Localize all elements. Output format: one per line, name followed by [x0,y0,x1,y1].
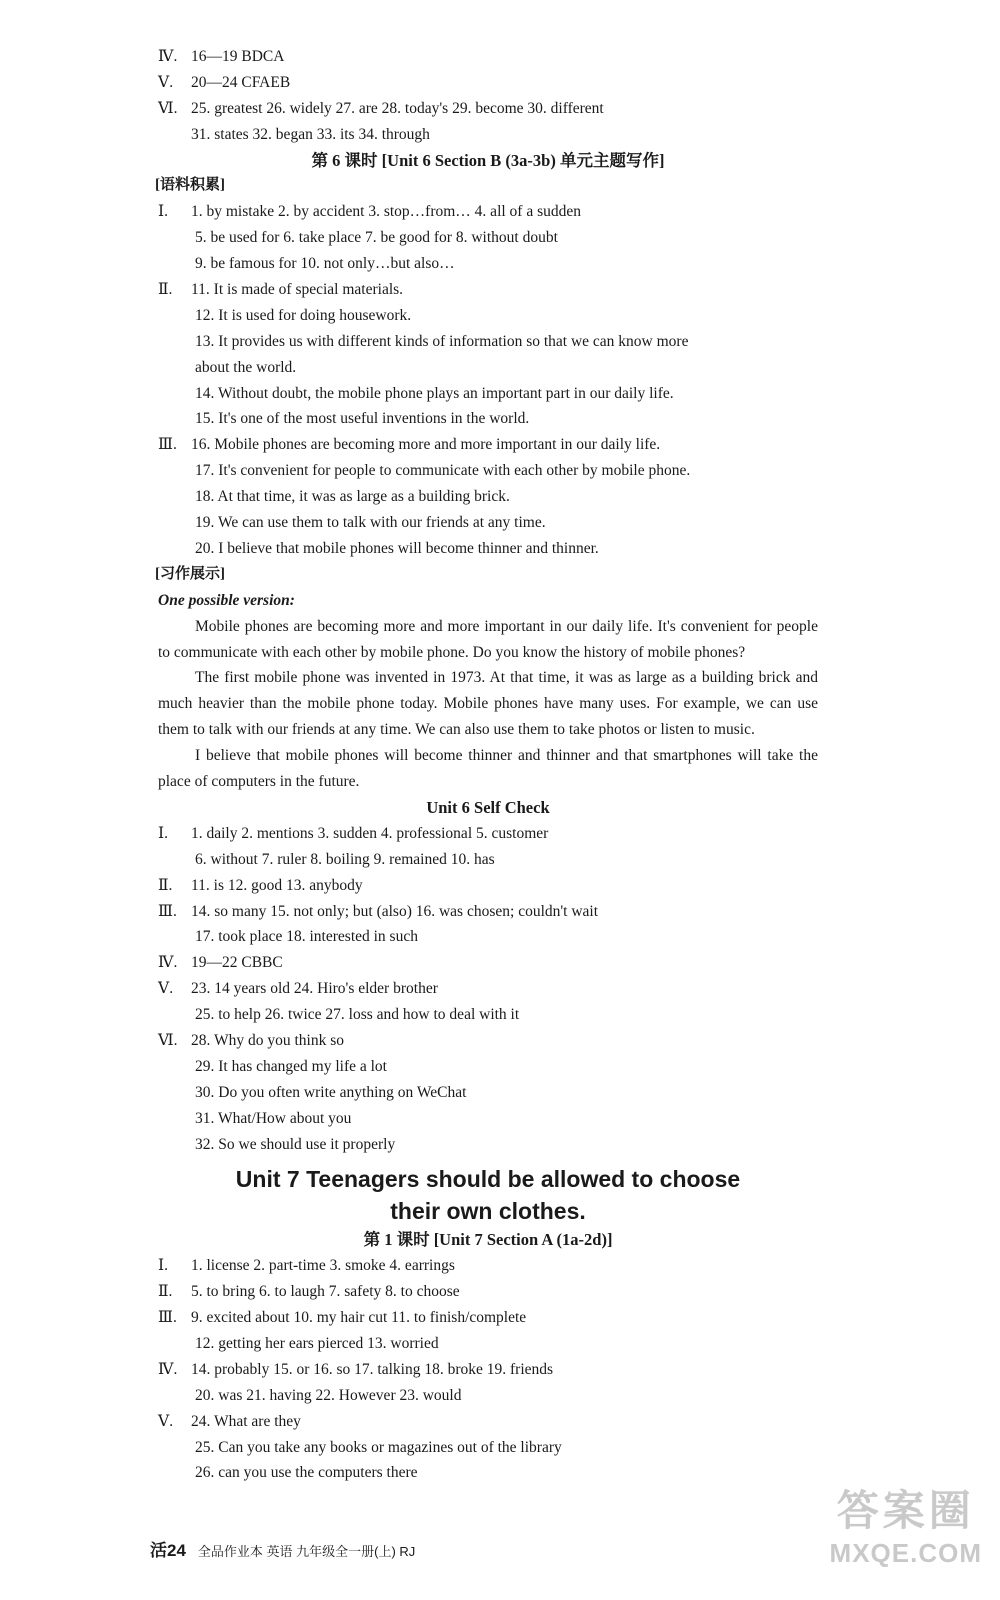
answer-line: 30. Do you often write anything on WeChat [195,1083,467,1101]
unit-title-line: their own clothes. [390,1198,586,1225]
answer-line: Ⅳ. 14. probably 15. or 16. so 17. talking 18. broke 19. friends [158,1360,554,1378]
answer-line: Ⅴ. 23. 14 years old 24. Hiro's elder brother [158,980,438,998]
answer-line: 13. It provides us with different kinds of information so that we can know more [195,332,689,350]
answer-line: 9. be famous for 10. not only…but also… [195,255,455,273]
answer-page [155,44,818,1486]
answer-line: Ⅲ. 14. so many 15. not only; but (also) 16. was chosen; couldn't wait [158,902,599,920]
answer-line: about the world. [195,358,297,376]
watermark-logo: 答案圈 [836,1487,975,1534]
answer-line: 14. Without doubt, the mobile phone plays an important part in our daily life. [195,384,674,402]
sample-essay [158,614,818,795]
answer-line: 17. took place 18. interested in such [195,928,418,946]
essay-paragraph: I believe that mobile phones will become thinner and thinner and that smartphones will take the place of computers in the future. [158,747,818,791]
page-number: 活24 [150,1541,186,1560]
page-footer [150,1536,415,1561]
unit-title [158,1163,818,1227]
answer-line: 18. At that time, it was as large as a building brick. [195,488,510,506]
answer-line: Ⅱ. 11. is 12. good 13. anybody [158,876,363,894]
watermark [830,1478,982,1569]
unit-title-line: Unit 7 Teenagers should be allowed to choose [235,1166,741,1193]
answer-line: Ⅵ. 28. Why do you think so [158,1031,344,1049]
answer-line: Ⅲ. 9. excited about 10. my hair cut 11. to finish/complete [158,1309,527,1327]
answer-line: Ⅰ. 1. license 2. part-time 3. smoke 4. earrings [158,1257,455,1275]
answer-line: Ⅳ. 19—22 CBBC [158,954,283,972]
answer-line: 31. states 32. began 33. its 34. through [191,125,430,143]
answer-line: 12. It is used for doing housework. [195,306,412,324]
selfcheck-heading: Unit 6 Self Check [426,797,550,817]
answer-line: Ⅴ. 20—24 CFAEB [158,73,291,91]
book-info: 全品作业本 英语 九年级全一册(上) RJ [197,1544,416,1559]
version-label: One possible version: [158,591,295,609]
answer-line: Ⅲ. 16. Mobile phones are becoming more and more important in our daily life. [158,436,661,454]
answer-line: Ⅱ. 5. to bring 6. to laugh 7. safety 8. to choose [158,1283,460,1301]
section-label: [语料积累] [155,177,225,194]
answer-line: 12. getting her ears pierced 13. worried [195,1334,439,1352]
lesson-heading: 第 1 课时 [Unit 7 Section A (1a-2d)] [363,1230,613,1250]
answer-line: 15. It's one of the most useful inventions in the world. [195,410,530,428]
answer-line: 25. to help 26. twice 27. loss and how to deal with it [195,1006,520,1024]
answer-line: Ⅰ. 1. daily 2. mentions 3. sudden 4. professional 5. customer [158,824,549,842]
answer-line: 17. It's convenient for people to communicate with each other by mobile phone. [195,462,691,480]
answer-line: Ⅳ. 16—19 BDCA [158,48,285,65]
answer-line: Ⅴ. 24. What are they [158,1412,301,1430]
answer-line: 6. without 7. ruler 8. boiling 9. remained 10. has [195,850,495,868]
answer-line: Ⅰ. 1. by mistake 2. by accident 3. stop…from… 4. all of a sudden [158,203,582,221]
answer-line: Ⅱ. 11. It is made of special materials. [158,281,404,299]
answer-line: 31. What/How about you [195,1109,352,1127]
lesson-heading: 第 6 课时 [Unit 6 Section B (3a-3b) 单元主题写作] [311,150,665,170]
answer-line: 19. We can use them to talk with our friends at any time. [195,514,546,532]
answer-line: 29. It has changed my life a lot [195,1057,387,1075]
answer-line: 20. was 21. having 22. However 23. would [195,1386,462,1404]
watermark-url: MXQE.COM [829,1538,982,1568]
section-label: [习作展示] [155,565,225,582]
answer-line: 25. Can you take any books or magazines out of the library [195,1438,562,1456]
essay-paragraph: Mobile phones are becoming more and more important in our daily life. It's convenient for people to communicate with each other by mobile phone. Do you know the history of mobile phones? [158,617,818,661]
answer-line: 20. I believe that mobile phones will become thinner and thinner. [195,539,599,557]
answer-line: 26. can you use the computers there [195,1464,418,1482]
answer-line: 5. be used for 6. take place 7. be good for 8. without doubt [195,229,558,247]
answer-line: Ⅵ. 25. greatest 26. widely 27. are 28. today's 29. become 30. different [158,99,604,117]
essay-paragraph: The first mobile phone was invented in 1973. At that time, it was as large as a building brick and much heavier than the mobile phone today. Mobile phones have many uses. For example, we can use them to talk with our friends at any time. We can also use them to take photos or listen to music. [158,669,818,739]
answer-line: 32. So we should use it properly [195,1135,396,1153]
